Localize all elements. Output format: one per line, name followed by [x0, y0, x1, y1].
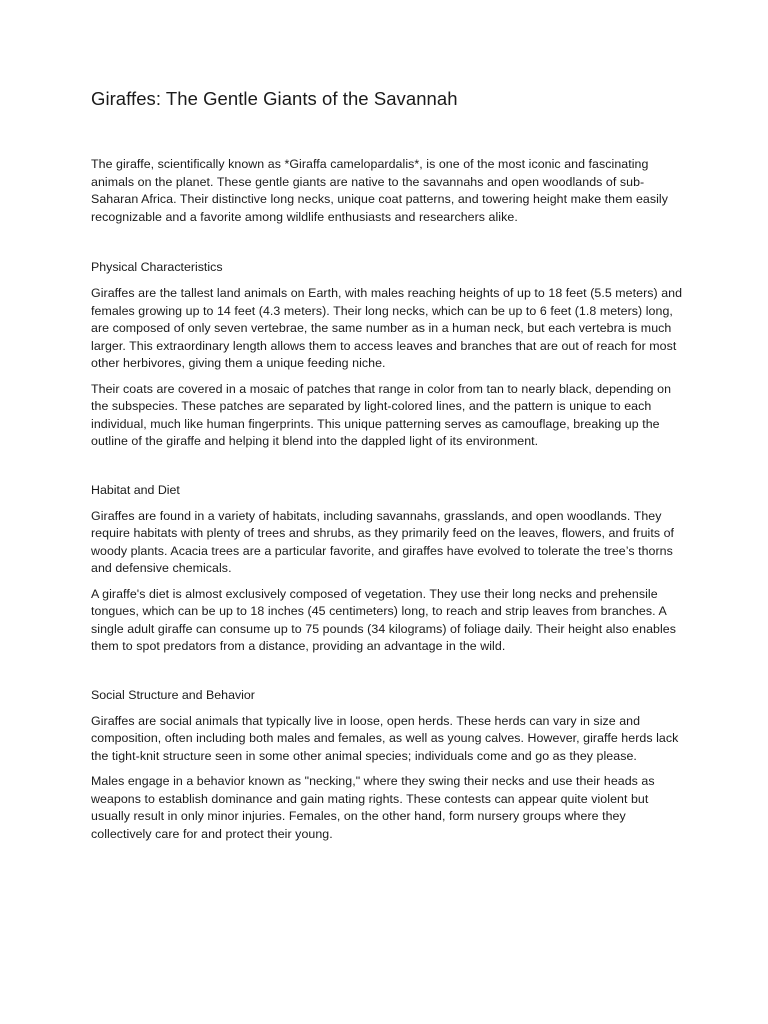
document-page	[91, 86, 683, 851]
section-heading: Physical Characteristics	[91, 260, 223, 274]
paragraph: A giraffe's diet is almost exclusively composed of vegetation. They use their long necks and prehensile tongues, which can be up to 18 inches (45 centimeters) long, to reach and strip leaves from branches. A single adult giraffe can consume up to 75 pounds (34 kilograms) of foliage daily. Their height also enables them to spot predators from a distance, providing an advantage in the wild.	[91, 586, 677, 653]
paragraph: Giraffes are the tallest land animals on Earth, with males reaching heights of up to 18 feet (5.5 meters) and females growing up to 14 feet (4.3 meters). Their long necks, which can be up to 6 feet (1.8 meters) long, are composed of only seven vertebrae, the same number as in a human neck, but each vertebra is much larger. This extraordinary length allows them to access leaves and branches that are out of reach for most other herbivores, giving them a unique feeding niche.	[91, 286, 683, 370]
section-physical-characteristics	[91, 258, 683, 451]
paragraph: Males engage in a behavior known as "necking," where they swing their necks and use their heads as weapons to establish dominance and gain mating rights. These contests can appear quite violent but usually result in only minor injuries. Females, on the other hand, form nursery groups where they collectively care for and protect their young.	[91, 774, 655, 841]
paragraph: Giraffes are found in a variety of habitats, including savannahs, grasslands, and open woodlands. They require habitats with plenty of trees and shrubs, as they primarily feed on the leaves, flowers, and fruits of woody plants. Acacia trees are a particular favorite, and giraffes have evolved to tolerate the tree’s thorns and defensive chemicals.	[91, 508, 675, 575]
section-heading: Habitat and Diet	[91, 482, 180, 497]
paragraph: Giraffes are social animals that typically live in loose, open herds. These herds can vary in size and composition, often including both males and females, as well as young calves. However, giraffe herds lack the tight-knit structure seen in some other animal species; individuals come and go as they please.	[91, 713, 679, 763]
section-social-structure	[91, 686, 683, 844]
intro-paragraph: The giraffe, scientifically known as *Giraffa camelopardalis*, is one of the most iconic and fascinating animals on the planet. These gentle giants are native to the savannahs and open woodlands of sub-Saharan Africa. Their distinctive long necks, unique coat patterns, and towering height make them easily recognizable and a favorite among wildlife enthusiasts and researchers alike.	[91, 157, 668, 224]
paragraph: Their coats are covered in a mosaic of patches that range in color from tan to nearly black, depending on the subspecies. These patches are separated by light-colored lines, and the pattern is unique to each individual, much like human fingerprints. This unique patterning serves as camouflage, breaking up the outline of the giraffe and helping it blend into the dappled light of its environment.	[91, 381, 672, 448]
document-title: Giraffes: The Gentle Giants of the Savannah	[91, 88, 458, 109]
section-heading: Social Structure and Behavior	[91, 687, 255, 702]
section-habitat-and-diet	[91, 481, 683, 656]
